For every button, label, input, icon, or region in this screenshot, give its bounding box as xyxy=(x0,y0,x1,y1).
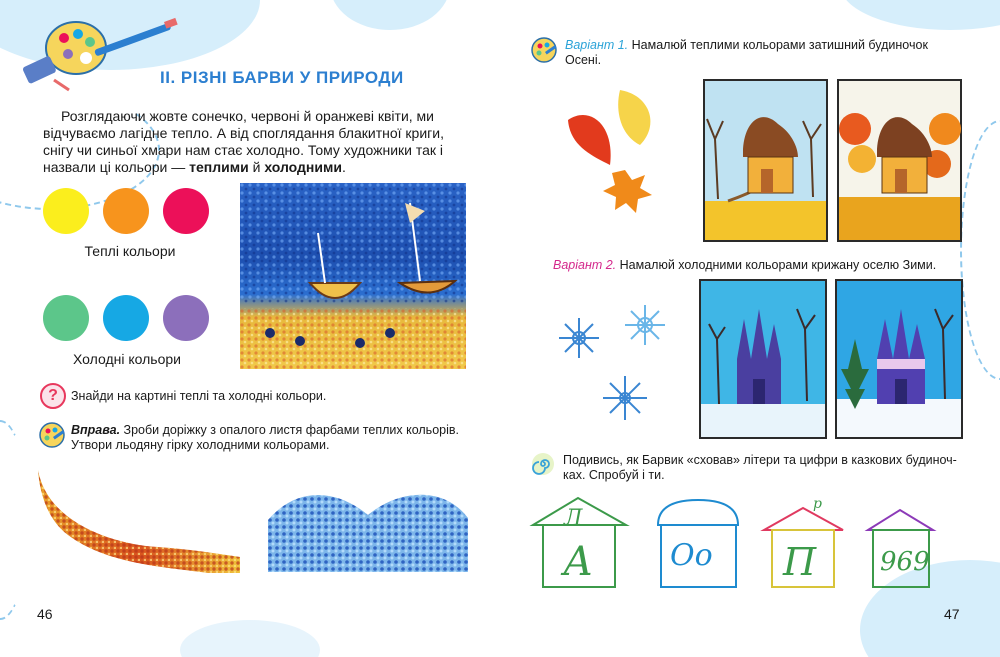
autumn-house-painting-colored xyxy=(837,79,962,242)
warm-colors-caption: Теплі кольори xyxy=(84,243,176,259)
warm-term: теплими xyxy=(189,159,249,175)
variant2-text xyxy=(553,258,936,273)
house-letter-a xyxy=(533,498,626,587)
variant1-text xyxy=(565,38,965,68)
intro-line-2: відчуваємо лагідне тепло. А від споглядання блакитної криги, xyxy=(43,125,444,141)
intro-line-4-mid: й xyxy=(248,159,265,175)
exercise-line-1 xyxy=(71,423,471,438)
warm-color-crimson xyxy=(163,188,209,234)
svg-text:969: 969 xyxy=(880,547,930,577)
svg-text:А: А xyxy=(563,539,594,585)
exercise-line-2: Утвори льодяну гірку холодними кольорами. xyxy=(71,438,330,452)
decor-blob-bottom-left xyxy=(180,620,320,657)
intro-line-4-end: . xyxy=(341,159,346,175)
cold-color-violet xyxy=(163,295,209,341)
house-letter-o xyxy=(658,500,738,587)
decor-blob-top-right xyxy=(840,0,1000,30)
hint-line-1: Подивись, як Барвик «сховав» літери та цифри в казкових будиноч- xyxy=(563,453,957,467)
warm-color-yellow xyxy=(43,188,89,234)
intro-line-4 xyxy=(43,159,469,176)
cold-term: холодними xyxy=(264,159,342,175)
decor-blob-top-center xyxy=(330,0,450,30)
hint-line-2: ках. Спробуй і ти. xyxy=(563,468,665,482)
spiral-icon xyxy=(531,452,555,476)
page-number-left: 46 xyxy=(37,606,53,622)
svg-text:Оо: Оо xyxy=(670,538,713,573)
variant1-text-1: Намалюй теплими кольорами затишний будиночок xyxy=(628,38,928,52)
letter-houses-illustration xyxy=(528,490,968,595)
svg-text:Л: Л xyxy=(564,506,583,531)
autumn-leaf-path-painting xyxy=(38,465,240,573)
decor-dash-left xyxy=(0,420,30,620)
snowflakes-illustration xyxy=(552,295,687,425)
palette-icon-variant1 xyxy=(530,36,558,64)
question-text: Знайди на картині теплі та холодні кольори. xyxy=(71,389,327,403)
intro-line-1: Розглядаючи жовте сонечко, червоні й оранжеві квіти, ми xyxy=(61,108,435,124)
section-title: II. РІЗНІ БАРВИ У ПРИРОДИ xyxy=(160,68,404,87)
hint-text xyxy=(563,453,963,483)
cold-colors-caption: Холодні кольори xyxy=(73,351,181,367)
variant1-label: Варіант 1. xyxy=(565,38,629,52)
variant2-label: Варіант 2. xyxy=(553,258,617,272)
variant1-line-2: Осені. xyxy=(565,53,602,67)
page-number-right: 47 xyxy=(944,606,960,622)
variant1-line-1 xyxy=(565,38,965,53)
question-icon: ? xyxy=(40,383,66,409)
cold-color-blue xyxy=(103,295,149,341)
intro-paragraph xyxy=(43,108,469,176)
svg-text:П: П xyxy=(783,540,817,584)
harbor-painting xyxy=(240,183,466,369)
ice-hill-painting xyxy=(268,490,468,572)
exercise-text xyxy=(71,423,471,453)
warm-color-orange xyxy=(103,188,149,234)
exercise-label: Вправа. xyxy=(71,423,121,437)
variant2-text-body: Намалюй холодними кольорами крижану оселю Зими. xyxy=(616,258,937,272)
exercise-text-1: Зроби доріжку з опалого листя фарбами теплих кольорів. xyxy=(120,423,459,437)
autumn-house-painting-sketch xyxy=(703,79,828,242)
decor-dash-right xyxy=(960,120,1000,380)
intro-line-4-prefix: назвали ці кольори — xyxy=(43,159,190,175)
winter-castle-painting-sketch xyxy=(699,279,827,439)
palette-brush-illustration xyxy=(14,10,179,95)
house-digits xyxy=(868,510,933,587)
svg-text:р: р xyxy=(813,496,822,512)
winter-castle-painting-colored xyxy=(835,279,963,439)
palette-icon xyxy=(38,421,66,449)
house-letter-p xyxy=(764,496,843,587)
cold-color-green xyxy=(43,295,89,341)
intro-line-3: снігу чи синьої хмари нам стає холодно. Тому художники так і xyxy=(43,142,444,158)
autumn-leaves-illustration xyxy=(560,85,670,215)
